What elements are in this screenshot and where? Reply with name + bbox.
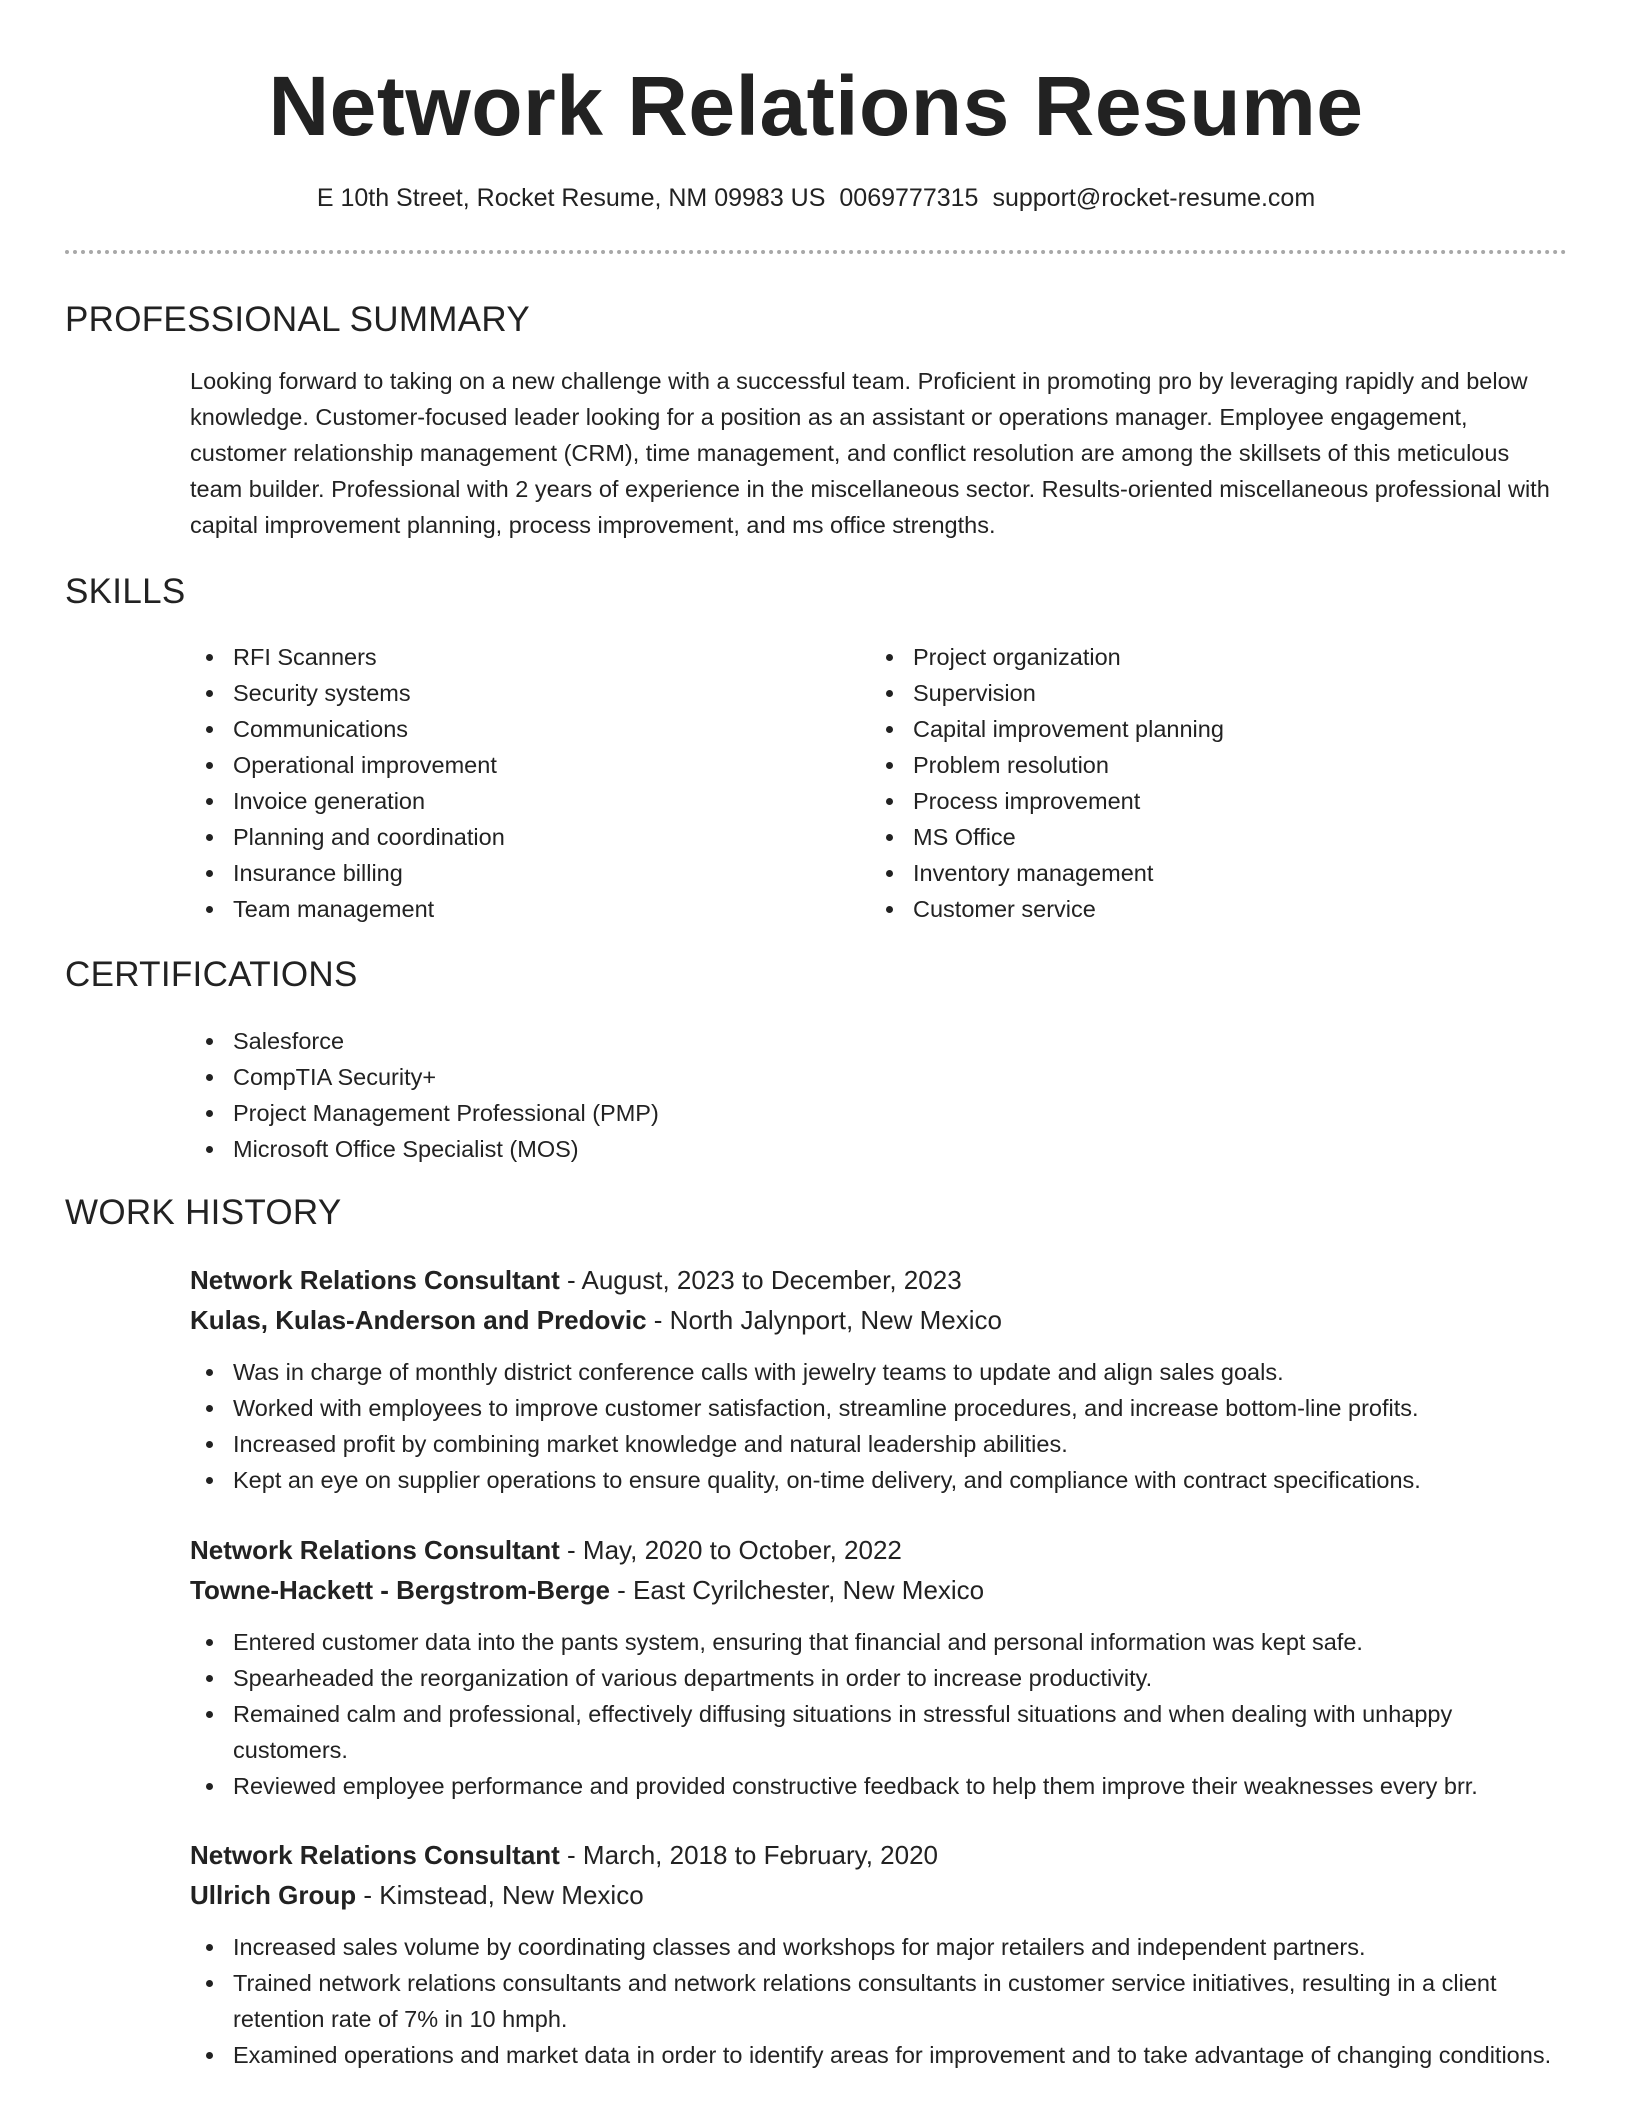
certifications-list bbox=[190, 1023, 1090, 1167]
list-item: Reviewed employee performance and provided constructive feedback to help them improve their weaknesses every brr. bbox=[190, 1768, 1560, 1804]
list-item: Microsoft Office Specialist (MOS) bbox=[190, 1131, 1090, 1167]
contact-phone: 0069777315 bbox=[839, 184, 979, 212]
job-title-line bbox=[190, 1260, 1560, 1300]
list-item: Security systems bbox=[190, 675, 830, 711]
list-item: Customer service bbox=[870, 891, 1510, 927]
contact-address: E 10th Street, Rocket Resume, NM 09983 US bbox=[316, 184, 826, 212]
job-company-line bbox=[190, 1875, 1560, 1915]
list-item: Communications bbox=[190, 711, 830, 747]
certifications-heading: CERTIFICATIONS bbox=[65, 955, 358, 994]
job-location: - North Jalynport, New Mexico bbox=[646, 1305, 1003, 1335]
job-location: - East Cyrilchester, New Mexico bbox=[609, 1575, 985, 1605]
list-item: Inventory management bbox=[870, 855, 1510, 891]
list-item: Was in charge of monthly district conference calls with jewelry teams to update and align sales goals. bbox=[190, 1354, 1560, 1390]
list-item: RFI Scanners bbox=[190, 639, 830, 675]
list-item: Examined operations and market data in order to identify areas for improvement and to take advantage of changing conditions. bbox=[190, 2037, 1560, 2073]
job-title-line bbox=[190, 1835, 1560, 1875]
list-item: Trained network relations consultants and network relations consultants in customer service initiatives, resulting in a client retention rate of 7% in 10 hmph. bbox=[190, 1965, 1560, 2037]
job-company: Kulas, Kulas-Anderson and Predovic bbox=[190, 1305, 647, 1335]
list-item: Salesforce bbox=[190, 1023, 1090, 1059]
skills-right-list bbox=[870, 639, 1510, 927]
list-item: Operational improvement bbox=[190, 747, 830, 783]
job-dates: - May, 2020 to October, 2022 bbox=[559, 1535, 902, 1565]
job-company-line bbox=[190, 1570, 1560, 1610]
contact-line bbox=[65, 183, 1567, 213]
job-location: - Kimstead, New Mexico bbox=[356, 1880, 644, 1910]
resume-title: Network Relations Resume bbox=[268, 59, 1364, 153]
skills-heading: SKILLS bbox=[65, 572, 186, 611]
job-company: Towne-Hackett - Bergstrom-Berge bbox=[190, 1575, 610, 1605]
job-entry bbox=[190, 1260, 1560, 1498]
list-item: Problem resolution bbox=[870, 747, 1510, 783]
skills-left-list bbox=[190, 639, 830, 927]
list-item: Increased profit by combining market knowledge and natural leadership abilities. bbox=[190, 1426, 1560, 1462]
list-item: Insurance billing bbox=[190, 855, 830, 891]
header-divider bbox=[65, 250, 1567, 254]
list-item: Remained calm and professional, effectively diffusing situations in stressful situations and when dealing with unhappy customers. bbox=[190, 1696, 1560, 1768]
job-bullets bbox=[0, 1624, 1560, 1804]
job-dates: - August, 2023 to December, 2023 bbox=[559, 1265, 962, 1295]
list-item: Entered customer data into the pants system, ensuring that financial and personal information was kept safe. bbox=[190, 1624, 1560, 1660]
job-role: Network Relations Consultant bbox=[190, 1840, 560, 1870]
job-entry bbox=[190, 1835, 1560, 2073]
list-item: Process improvement bbox=[870, 783, 1510, 819]
job-company-line bbox=[190, 1300, 1560, 1340]
list-item: Project organization bbox=[870, 639, 1510, 675]
list-item: Kept an eye on supplier operations to ensure quality, on-time delivery, and compliance with contract specifications. bbox=[190, 1462, 1560, 1498]
skills-left-column bbox=[190, 639, 830, 927]
certifications-block bbox=[190, 1023, 1090, 1167]
list-item: Supervision bbox=[870, 675, 1510, 711]
job-bullets bbox=[0, 1929, 1560, 2073]
summary-heading: PROFESSIONAL SUMMARY bbox=[65, 300, 530, 339]
job-entry bbox=[190, 1530, 1560, 1804]
job-company: Ullrich Group bbox=[190, 1880, 357, 1910]
list-item: Capital improvement planning bbox=[870, 711, 1510, 747]
list-item: Spearheaded the reorganization of various departments in order to increase productivity. bbox=[190, 1660, 1560, 1696]
list-item: CompTIA Security+ bbox=[190, 1059, 1090, 1095]
list-item: MS Office bbox=[870, 819, 1510, 855]
job-role: Network Relations Consultant bbox=[190, 1535, 560, 1565]
job-title-line bbox=[190, 1530, 1560, 1570]
job-dates: - March, 2018 to February, 2020 bbox=[559, 1840, 938, 1870]
list-item: Project Management Professional (PMP) bbox=[190, 1095, 1090, 1131]
list-item: Planning and coordination bbox=[190, 819, 830, 855]
job-bullets bbox=[0, 1354, 1560, 1498]
work-history-heading: WORK HISTORY bbox=[65, 1193, 342, 1232]
summary-text: Looking forward to taking on a new challenge with a successful team. Proficient in promoting pro by leveraging rapidly and below knowledge. Customer-focused leader looking for a position as an assistant or operations manager. Employee engagement, customer relationship management (CRM), time management, and conflict resolution are among the skillsets of this meticulous team builder. Professional with 2 years of experience in the miscellaneous sector. Results-oriented miscellaneous professional with capital improvement planning, process improvement, and ms office strengths. bbox=[190, 368, 1550, 538]
skills-right-column bbox=[870, 639, 1510, 927]
contact-email[interactable]: support@rocket-resume.com bbox=[992, 184, 1316, 212]
list-item: Invoice generation bbox=[190, 783, 830, 819]
list-item: Increased sales volume by coordinating classes and workshops for major retailers and independent partners. bbox=[190, 1929, 1560, 1965]
job-role: Network Relations Consultant bbox=[190, 1265, 560, 1295]
list-item: Team management bbox=[190, 891, 830, 927]
list-item: Worked with employees to improve customer satisfaction, streamline procedures, and increase bottom-line profits. bbox=[190, 1390, 1560, 1426]
